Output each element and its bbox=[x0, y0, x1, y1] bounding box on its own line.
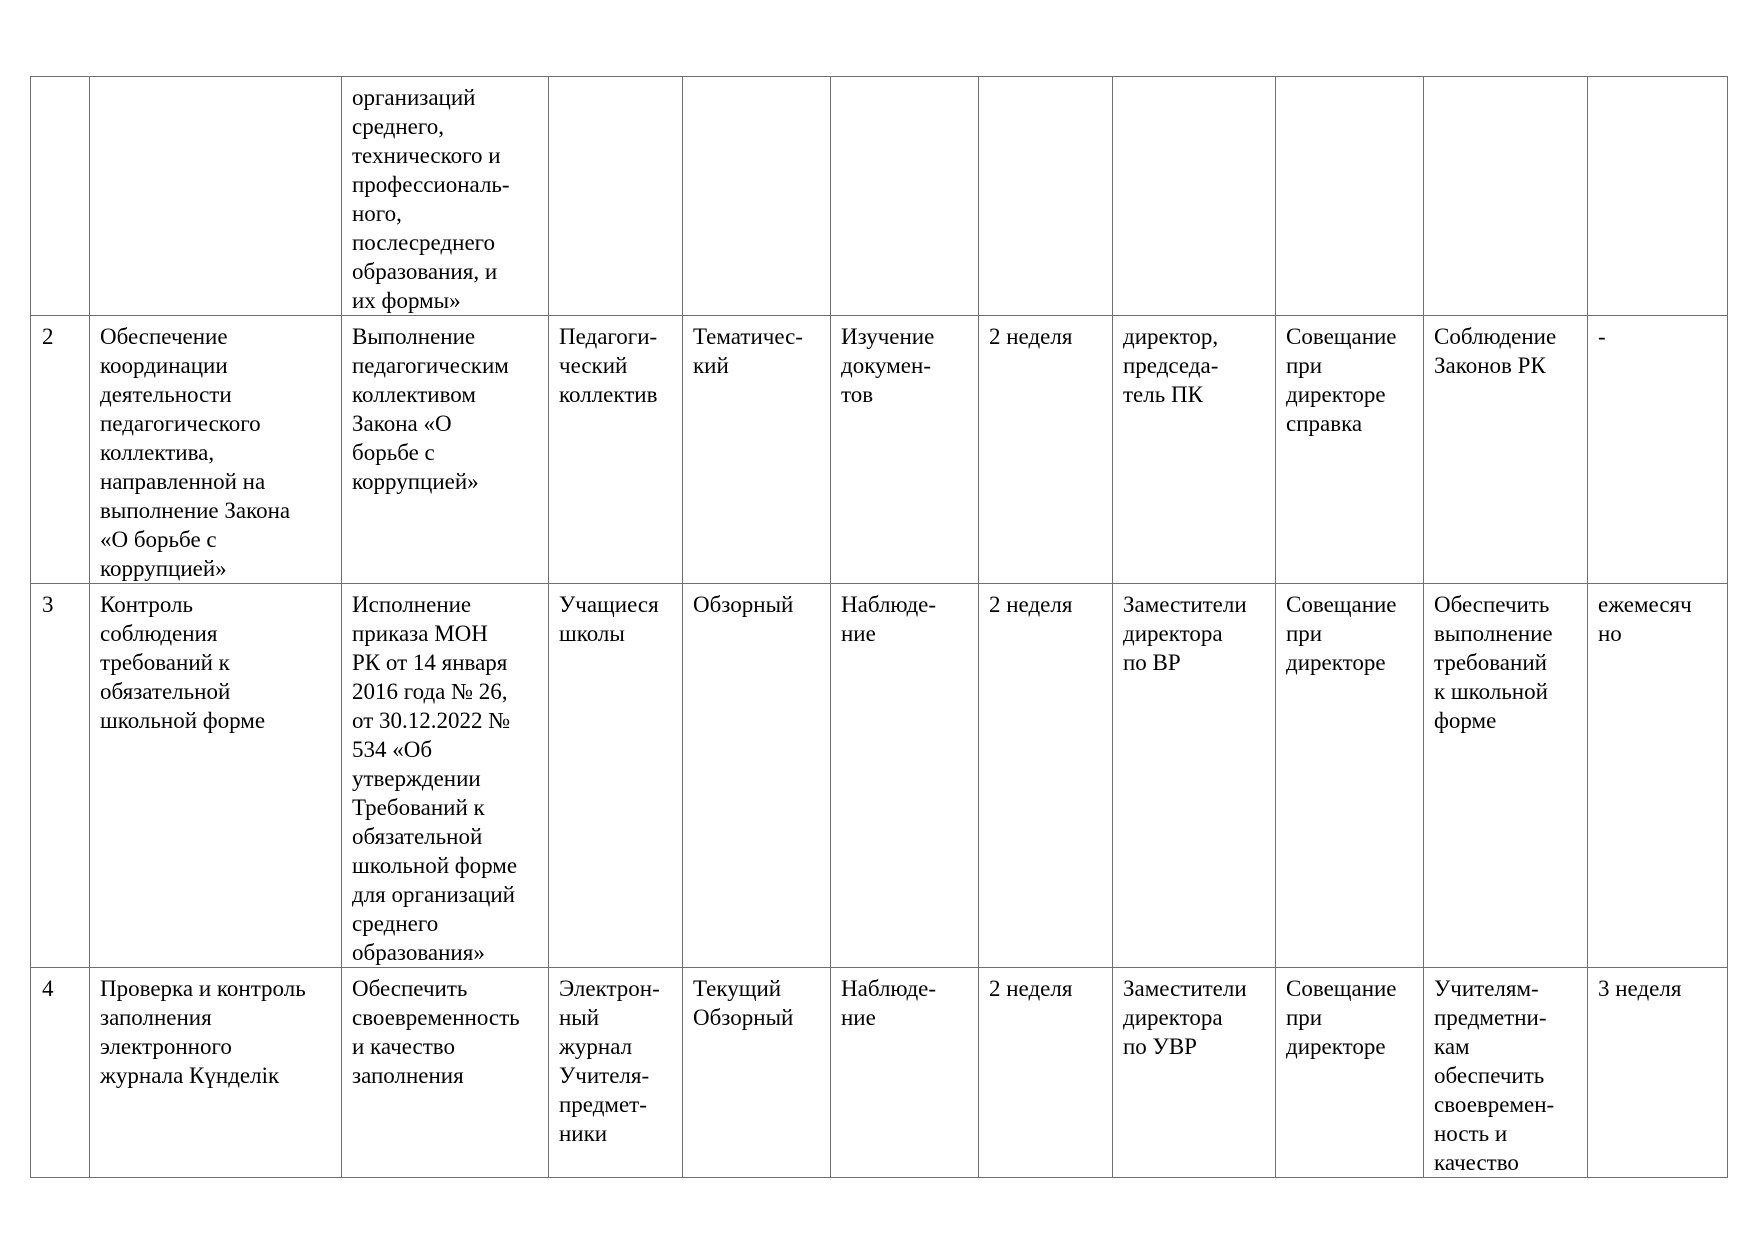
control-type-cell: Обзорный bbox=[683, 584, 831, 968]
repeat-control-cell: 3 неделя bbox=[1588, 968, 1728, 1178]
review-location-cell: Совещание при директоре bbox=[1276, 584, 1424, 968]
control-timing-cell: 2 неделя bbox=[979, 584, 1113, 968]
control-goal-cell: организаций среднего, технического и профессиональ- ного, послесреднего образования, и их формы» bbox=[342, 77, 549, 316]
table-row bbox=[31, 316, 1728, 584]
row-number-cell: 3 bbox=[31, 584, 90, 968]
control-object-cell: Проверка и контроль заполнения электронного журнала Күнделік bbox=[90, 968, 342, 1178]
control-object-cell bbox=[90, 77, 342, 316]
control-subject-cell: Учащиеся школы bbox=[549, 584, 683, 968]
decision-cell: Обеспечить выполнение требований к школьной форме bbox=[1424, 584, 1588, 968]
repeat-control-cell: - bbox=[1588, 316, 1728, 584]
control-goal-cell: Обеспечить своевременность и качество заполнения bbox=[342, 968, 549, 1178]
repeat-control-cell bbox=[1588, 77, 1728, 316]
decision-cell: Учителям- предметни- кам обеспечить своевремен- ность и качество bbox=[1424, 968, 1588, 1178]
decision-cell bbox=[1424, 77, 1588, 316]
control-timing-cell: 2 неделя bbox=[979, 968, 1113, 1178]
responsible-cell: директор, председа- тель ПК bbox=[1113, 316, 1276, 584]
control-subject-cell: Педагоги- ческий коллектив bbox=[549, 316, 683, 584]
control-type-cell bbox=[683, 77, 831, 316]
control-goal-cell: Исполнение приказа МОН РК от 14 января 2016 года № 26, от 30.12.2022 № 534 «Об утверждении Требований к обязательной школьной форме для организаций среднего образования» bbox=[342, 584, 549, 968]
review-location-cell bbox=[1276, 77, 1424, 316]
repeat-control-cell: ежемесяч но bbox=[1588, 584, 1728, 968]
review-location-cell: Совещание при директоре справка bbox=[1276, 316, 1424, 584]
control-method-cell: Изучение докумен- тов bbox=[831, 316, 979, 584]
review-location-cell: Совещание при директоре bbox=[1276, 968, 1424, 1178]
control-method-cell: Наблюде- ние bbox=[831, 584, 979, 968]
table-row bbox=[31, 968, 1728, 1178]
decision-cell: Соблюдение Законов РК bbox=[1424, 316, 1588, 584]
control-method-cell bbox=[831, 77, 979, 316]
control-subject-cell bbox=[549, 77, 683, 316]
responsible-cell: Заместители директора по УВР bbox=[1113, 968, 1276, 1178]
control-object-cell: Обеспечение координации деятельности педагогического коллектива, направленной на выполнение Закона «О борьбе с коррупцией» bbox=[90, 316, 342, 584]
responsible-cell bbox=[1113, 77, 1276, 316]
control-subject-cell: Электрон- ный журнал Учителя- предмет- ники bbox=[549, 968, 683, 1178]
table-row bbox=[31, 584, 1728, 968]
control-goal-cell: Выполнение педагогическим коллективом Закона «О борьбе с коррупцией» bbox=[342, 316, 549, 584]
control-timing-cell bbox=[979, 77, 1113, 316]
control-timing-cell: 2 неделя bbox=[979, 316, 1113, 584]
control-plan-table bbox=[30, 76, 1728, 1178]
row-number-cell: 4 bbox=[31, 968, 90, 1178]
table-row bbox=[31, 77, 1728, 316]
control-object-cell: Контроль соблюдения требований к обязательной школьной форме bbox=[90, 584, 342, 968]
control-type-cell: Тематичес- кий bbox=[683, 316, 831, 584]
control-type-cell: Текущий Обзорный bbox=[683, 968, 831, 1178]
responsible-cell: Заместители директора по ВР bbox=[1113, 584, 1276, 968]
control-method-cell: Наблюде- ние bbox=[831, 968, 979, 1178]
row-number-cell: 2 bbox=[31, 316, 90, 584]
row-number-cell bbox=[31, 77, 90, 316]
